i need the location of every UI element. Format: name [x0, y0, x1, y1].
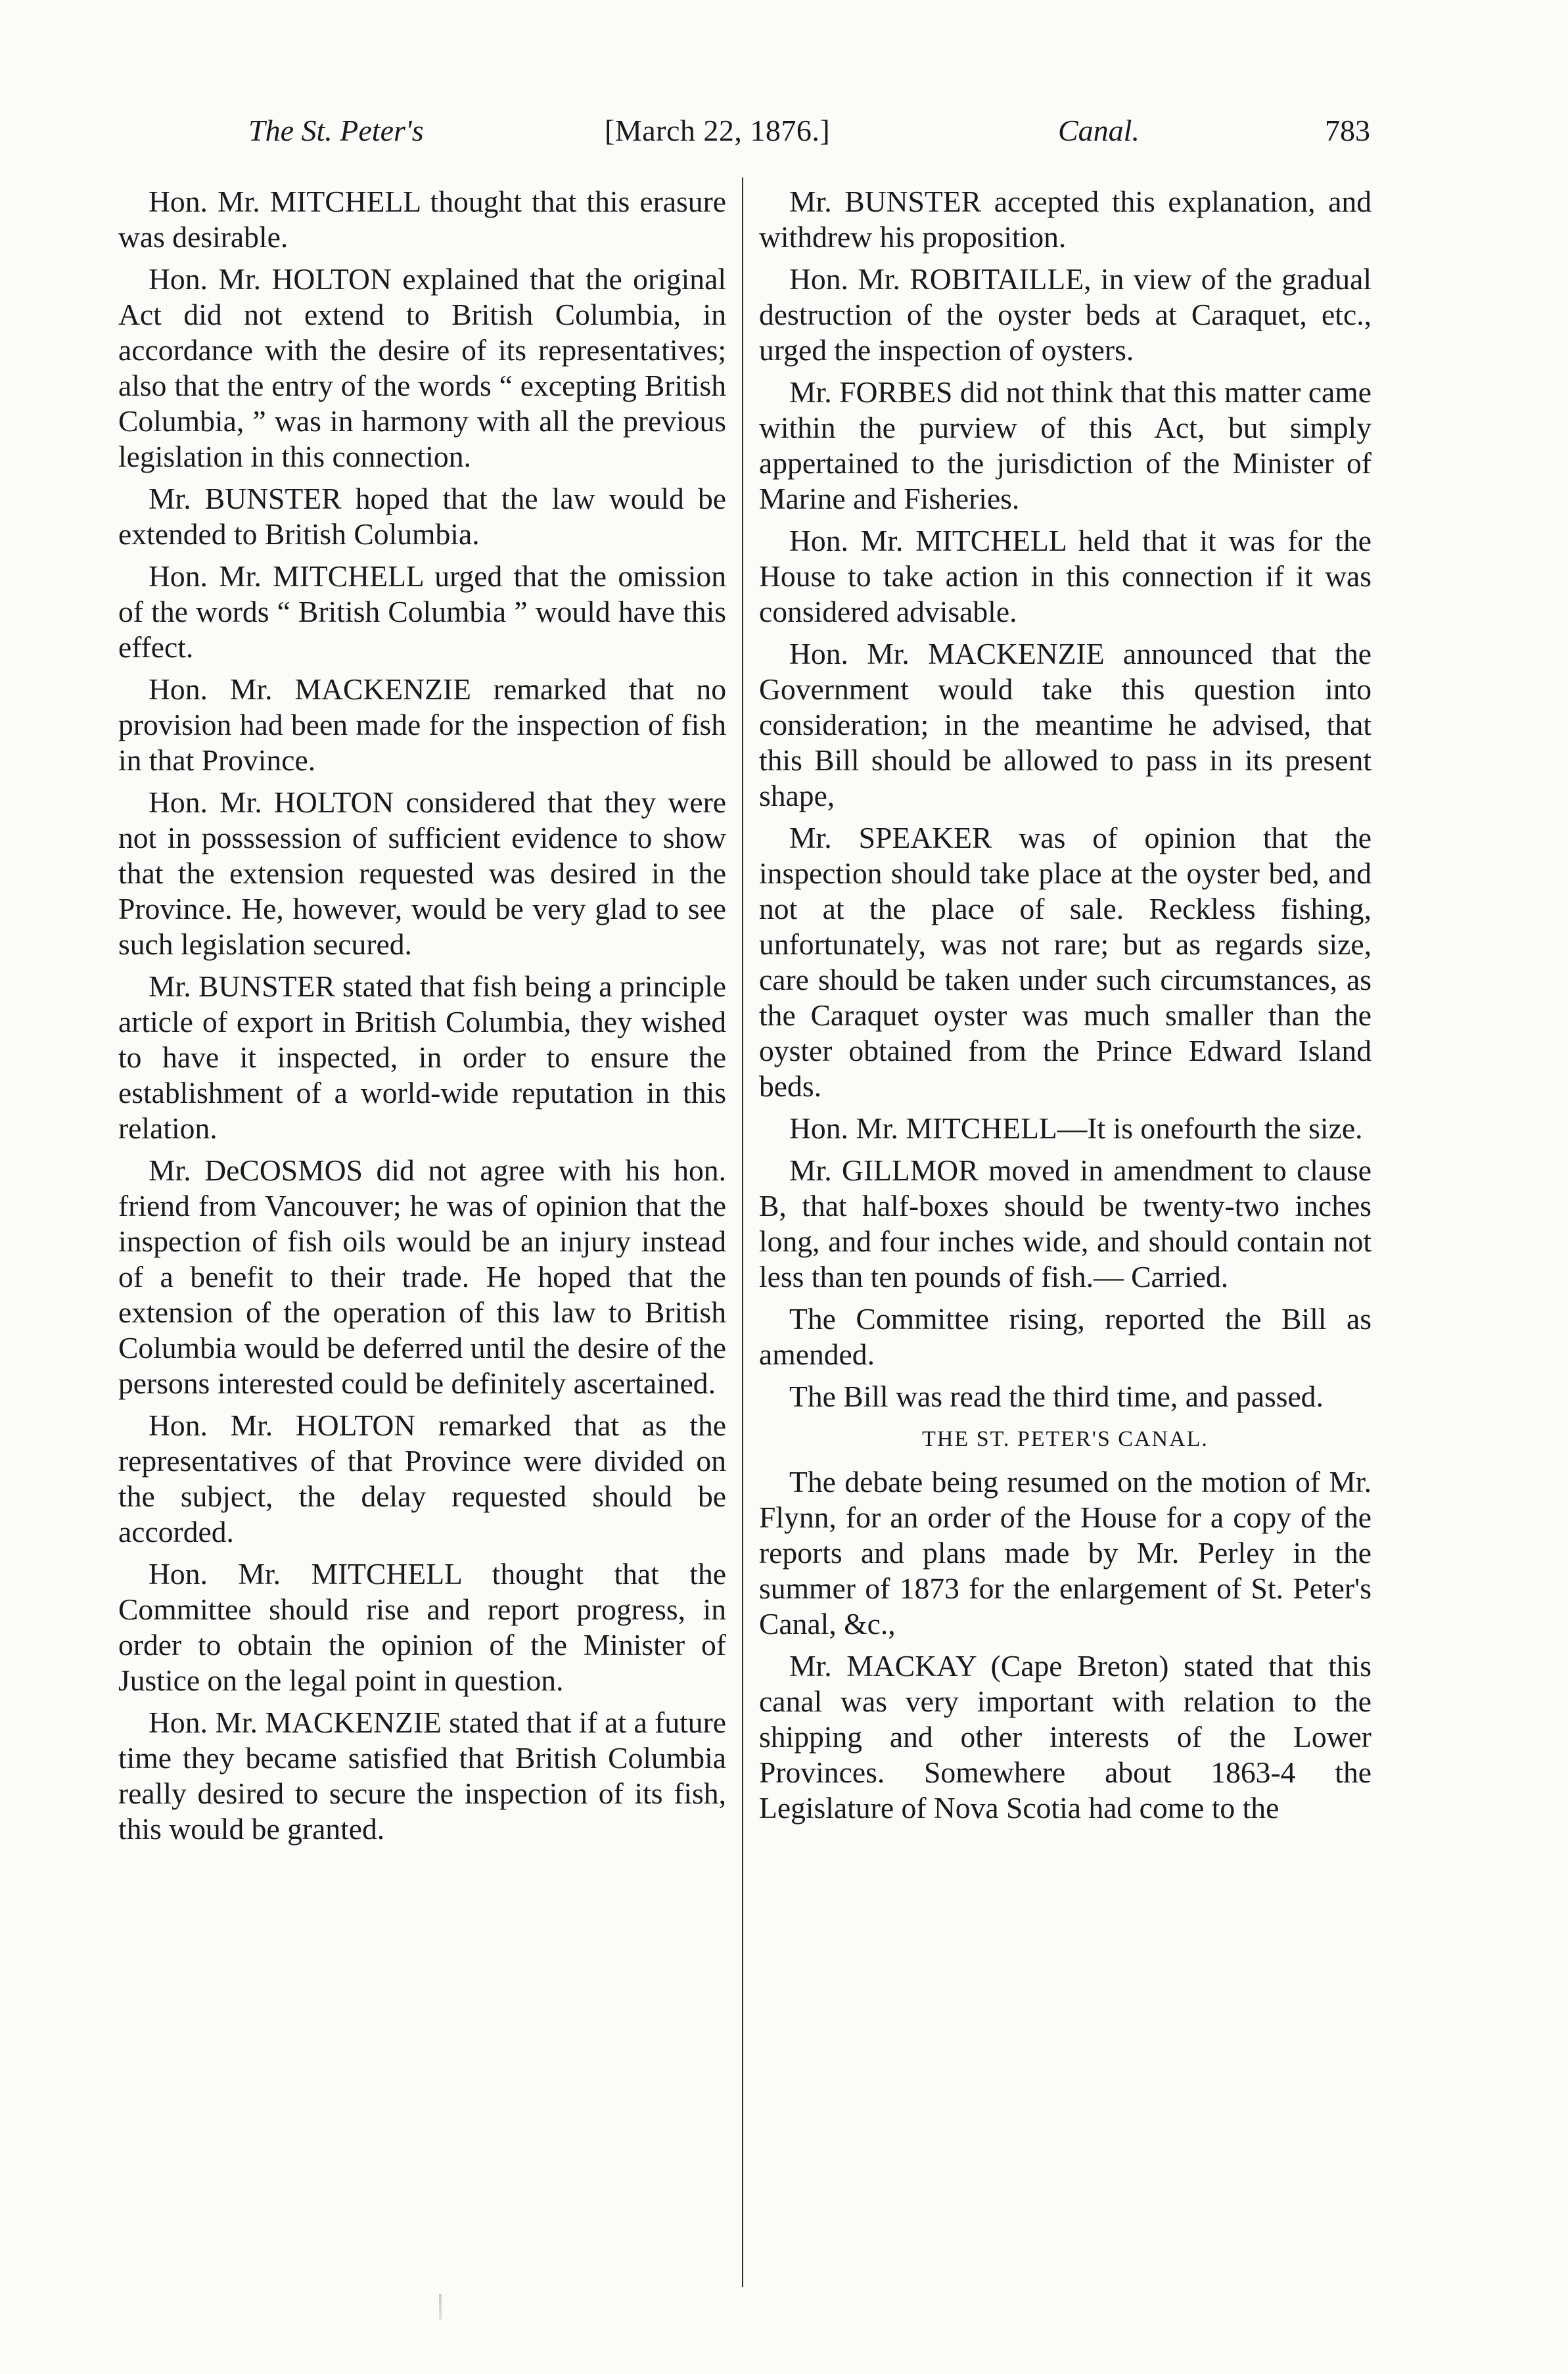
- paragraph: Hon. Mr. MITCHELL held that it was for the House to take action in this connection if it was considered advisable.: [759, 524, 1372, 628]
- running-header: [118, 113, 1370, 172]
- paragraph: Hon. Mr. MACKENZIE stated that if at a future time they became satisfied that British Columbia really desired to secure the inspection of its fish, this would be granted.: [118, 1706, 726, 1846]
- paragraph: Hon. Mr. MITCHELL urged that the omission of the words “ British Columbia ” would have this effect.: [118, 559, 726, 664]
- left-column: [118, 184, 726, 1853]
- header-title-left: The St. Peter's: [248, 114, 424, 147]
- paragraph: Mr. BUNSTER stated that fish being a principle article of export in British Columbia, they wished to have it inspected, in order to ensure the establishment of a world-wide reputation in this relation.: [118, 969, 726, 1145]
- paragraph: The Bill was read the third time, and passed.: [789, 1380, 1324, 1413]
- paragraph: Mr. DeCOSMOS did not agree with his hon. friend from Vancouver; he was of opinion that the inspection of fish oils would be an injury instead of a benefit to their trade. He hoped that the extension of the operation of this law to British Columbia would be deferred until the desire of the persons interested could be definitely ascertained.: [118, 1153, 726, 1400]
- paragraph: Hon. Mr. HOLTON considered that they were not in posssession of sufficient evidence to show that the extension requested was desired in the Province. He, however, would be very glad to see such legislation secured.: [118, 785, 726, 961]
- paragraph: Hon. Mr. MITCHELL thought that this erasure was desirable.: [118, 185, 726, 254]
- right-column: [759, 184, 1372, 1832]
- paragraph: Hon. Mr. MACKENZIE remarked that no provision had been made for the inspection of fish in that Province.: [118, 672, 726, 777]
- paragraph: Hon. Mr. MACKENZIE announced that the Government would take this question into consideration; in the meantime he advised, that this Bill should be allowed to pass in its present shape,: [759, 637, 1372, 812]
- section-heading: THE ST. PETER'S CANAL.: [922, 1427, 1209, 1451]
- paragraph: Mr. BUNSTER hoped that the law would be extended to British Columbia.: [118, 482, 726, 551]
- paragraph: The debate being resumed on the motion of Mr. Flynn, for an order of the House for a copy of the reports and plans made by Mr. Perley in the summer of 1873 for the enlargement of St. Peter's Canal, &c.,: [759, 1465, 1372, 1641]
- paragraph: Hon. Mr. ROBITAILLE, in view of the gradual destruction of the oyster beds at Caraquet, etc., urged the inspection of oysters.: [759, 262, 1372, 367]
- paragraph: Mr. FORBES did not think that this matter came within the purview of this Act, but simply appertained to the jurisdiction of the Minister of Marine and Fisheries.: [759, 375, 1372, 515]
- paragraph: The Committee rising, reported the Bill as amended.: [759, 1302, 1372, 1371]
- page-number: 783: [1325, 114, 1370, 147]
- paragraph: Mr. GILLMOR moved in amendment to clause B, that half-boxes should be twenty-two inches long, and four inches wide, and should contain not less than ten pounds of fish.— Carried.: [759, 1153, 1372, 1293]
- paragraph: Hon. Mr. HOLTON remarked that as the representatives of that Province were divided on the subject, the delay requested should be accorded.: [118, 1408, 726, 1548]
- paragraph: Hon. Mr. HOLTON explained that the original Act did not extend to British Columbia, in accordance with the desire of its representatives; also that the entry of the words “ excepting British Columbia, ” was in harmony with all the previous legislation in this connection.: [118, 262, 726, 473]
- paragraph: Mr. BUNSTER accepted this explanation, and withdrew his proposition.: [759, 185, 1372, 254]
- scan-mark: [439, 2294, 442, 2320]
- column-divider: [742, 177, 743, 2287]
- paragraph: Hon. Mr. MITCHELL—It is onefourth the size.: [789, 1111, 1363, 1145]
- header-date: [March 22, 1876.]: [605, 114, 831, 147]
- paragraph: Mr. SPEAKER was of opinion that the inspection should take place at the oyster bed, and not at the place of sale. Reckless fishing, unfortunately, was not rare; but as regards size, care should be taken under such circumstances, as the Caraquet oyster was much smaller than the oyster obtained from the Prince Edward Island beds.: [759, 821, 1372, 1103]
- paragraph: Mr. MACKAY (Cape Breton) stated that this canal was very important with relation to the shipping and other interests of the Lower Provinces. Somewhere about 1863-4 the Legislature of Nova Scotia had come to the: [759, 1649, 1372, 1825]
- paragraph: Hon. Mr. MITCHELL thought that the Committee should rise and report progress, in order to obtain the opinion of the Minister of Justice on the legal point in question.: [118, 1557, 726, 1697]
- header-title-right: Canal.: [1058, 114, 1140, 147]
